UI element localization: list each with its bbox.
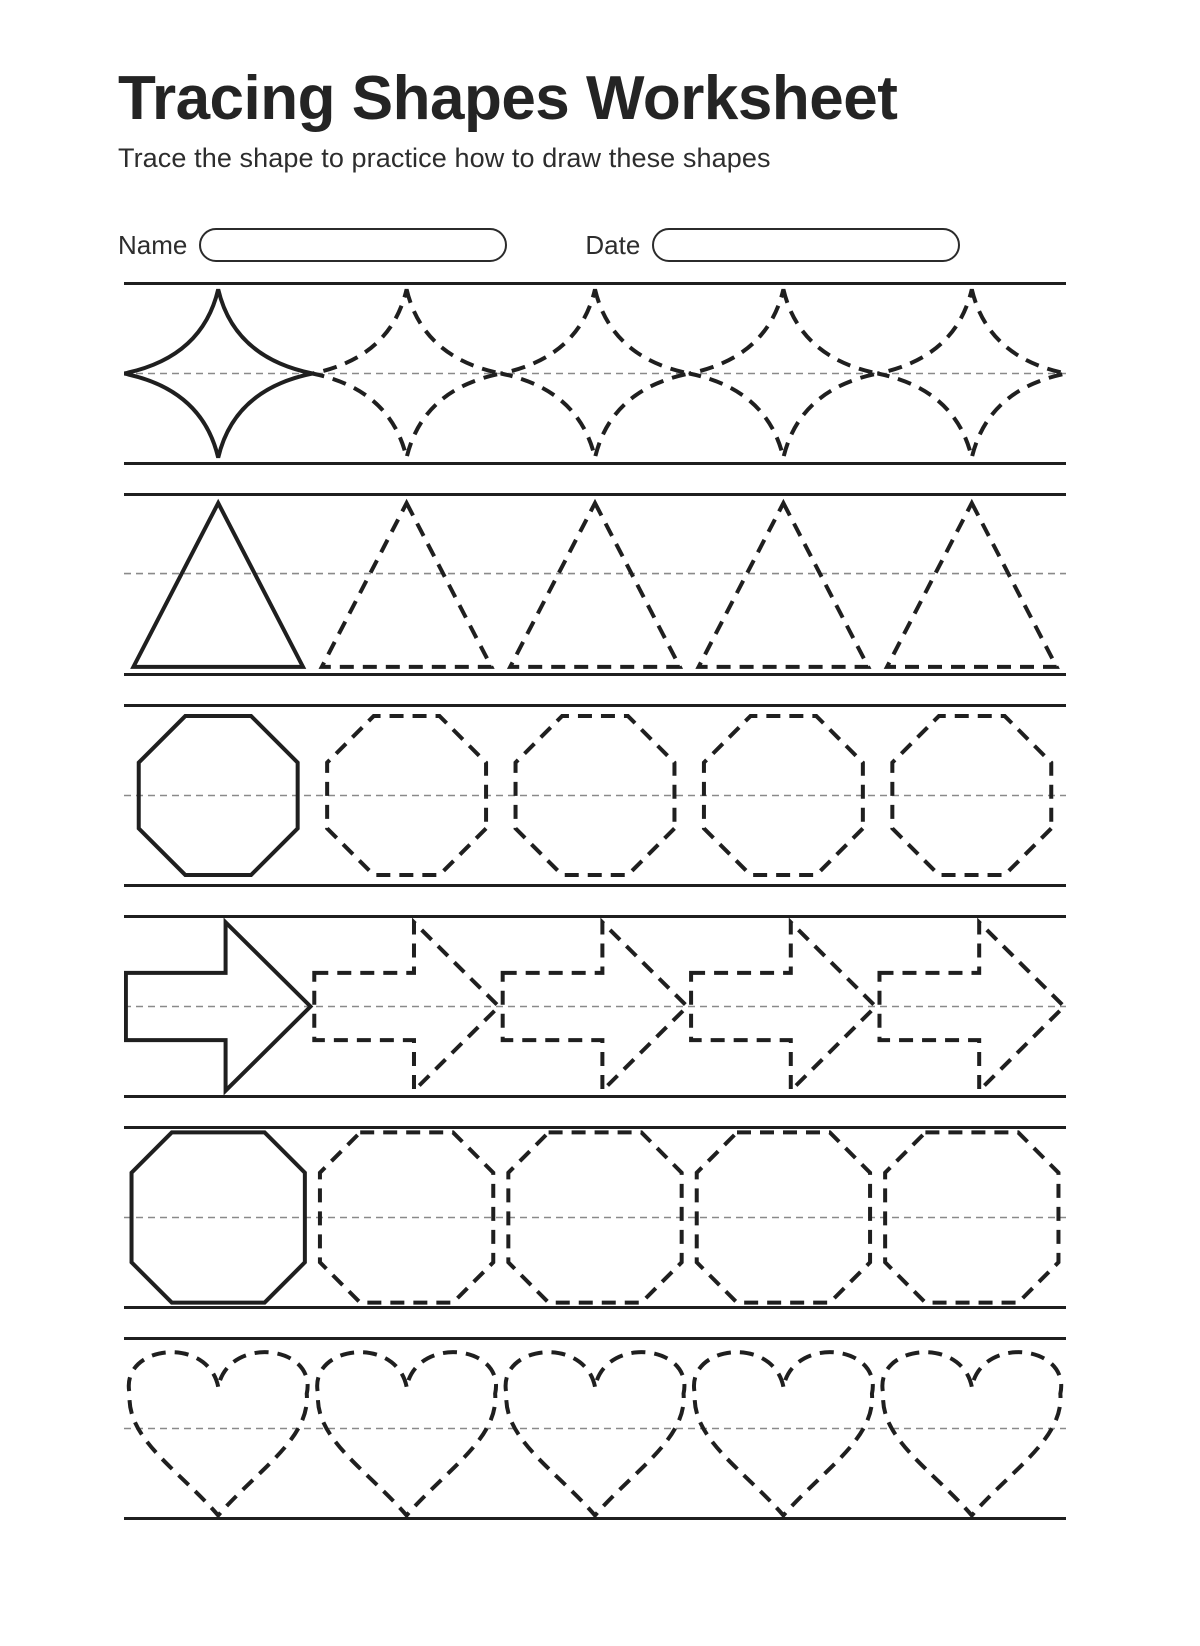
name-label: Name (118, 229, 188, 260)
shape-trace-dashed[interactable] (699, 503, 869, 667)
worksheet-header (118, 66, 1082, 174)
practice-rows (0, 282, 1200, 1520)
row-heart (0, 1337, 1200, 1520)
name-field-group (118, 228, 507, 262)
row-shape-track (124, 282, 1066, 465)
row-gap (0, 887, 1200, 915)
shape-guide-solid[interactable] (133, 503, 303, 667)
row-gap (0, 465, 1200, 493)
row-shape-track (124, 493, 1066, 676)
shape-trace-dashed[interactable] (510, 503, 680, 667)
shape-trace-dashed[interactable] (882, 1352, 1061, 1515)
shape-trace-dashed[interactable] (506, 1352, 685, 1515)
row-shape-track (124, 915, 1066, 1098)
row-gap (0, 1309, 1200, 1337)
date-field-group (585, 228, 960, 262)
page-title: Tracing Shapes Worksheet (118, 64, 898, 133)
row-shape-track (124, 704, 1066, 887)
row-shape-track (124, 1126, 1066, 1309)
shape-trace-dashed[interactable] (885, 1132, 1058, 1302)
row-gap (0, 676, 1200, 704)
row-arrow (0, 915, 1200, 1098)
student-info-row (118, 222, 1068, 268)
row-gap (0, 1098, 1200, 1126)
row-triangle (0, 493, 1200, 676)
shape-guide-solid[interactable] (132, 1132, 305, 1302)
shape-trace-dashed[interactable] (887, 503, 1057, 667)
shape-trace-dashed[interactable] (129, 1352, 308, 1515)
date-input[interactable] (652, 228, 960, 262)
date-label: Date (585, 229, 641, 260)
shape-trace-dashed[interactable] (694, 1352, 873, 1515)
row-star (0, 282, 1200, 465)
row-shape-track (124, 1337, 1066, 1520)
name-input[interactable] (199, 228, 507, 262)
shape-trace-dashed[interactable] (317, 1352, 496, 1515)
shape-trace-dashed[interactable] (322, 503, 492, 667)
page-subtitle: Trace the shape to practice how to draw these shapes (118, 143, 771, 174)
row-rounded-square (0, 1126, 1200, 1309)
row-octagon (0, 704, 1200, 887)
